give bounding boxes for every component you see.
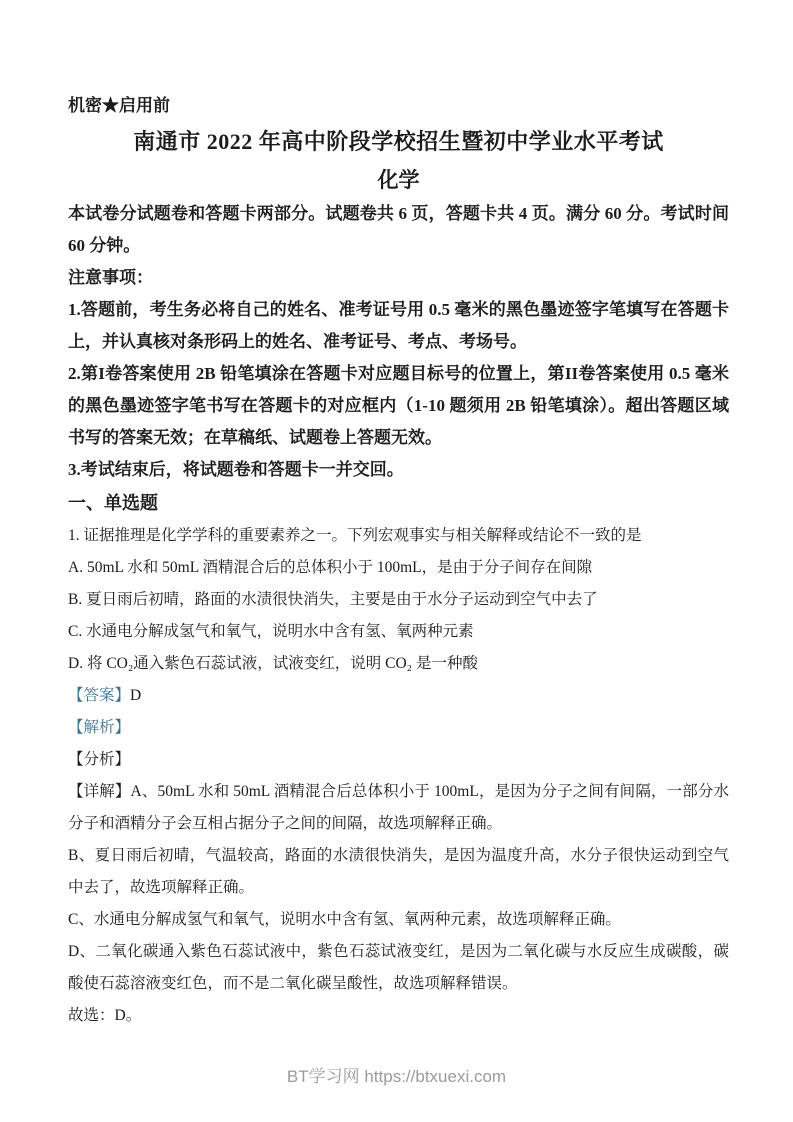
exam-title: 南通市 2022 年高中阶段学校招生暨初中学业水平考试	[133, 129, 664, 154]
breakdown-label: 【分析】	[68, 751, 131, 768]
detail-label: 【详解】	[68, 783, 131, 800]
exam-subject: 化学	[377, 168, 420, 192]
answer-value: D	[130, 687, 142, 704]
exam-summary: 本试卷分试题卷和答题卡两部分。试题卷共 6 页，答题卡共 4 页。满分 60 分。考试时间 60 分钟。	[68, 204, 729, 255]
detail-paragraph-a	[68, 776, 729, 840]
question-1-option-b: B. 夏日雨后初晴，路面的水渍很快消失，主要是由于水分子运动到空气中去了	[68, 591, 598, 608]
question-1-option-a: A. 50mL 水和 50mL 酒精混合后的总体积小于 100mL，是由于分子间存在间隙	[68, 559, 593, 576]
question-1-option-c: C. 水通电分解成氢气和氧气，说明水中含有氢、氧两种元素	[68, 623, 474, 640]
question-1-option-d: D. 将 CO₂通入紫色石蕊试液，试液变红，说明 CO₂ 是一种酸	[68, 655, 478, 672]
detail-paragraph-d: D、二氧化碳通入紫色石蕊试液中，紫色石蕊试液变红，是因为二氧化碳与水反应生成碳酸，碳酸使石蕊溶液变红色，而不是二氧化碳呈酸性，故选项解释错误。	[68, 943, 729, 992]
section-heading-single-choice: 一、单选题	[68, 493, 158, 513]
classification-banner: 机密★启用前	[68, 96, 170, 115]
answer-label: 【答案】	[68, 687, 131, 704]
notice-item-1: 1.答题前，考生务必将自己的姓名、准考证号用 0.5 毫米的黑色墨迹签字笔填写在答题卡上，并认真核对条形码上的姓名、准考证号、考点、考场号。	[68, 300, 729, 351]
question-1-stem: 1. 证据推理是化学学科的重要素养之一。下列宏观事实与相关解释或结论不一致的是	[68, 527, 642, 544]
analysis-label: 【解析】	[68, 719, 131, 736]
notice-item-2: 2.第I卷答案使用 2B 铅笔填涂在答题卡对应题目标号的位置上，第II卷答案使用 0.5 毫米的黑色墨迹签字笔书写在答题卡的对应框内（1-10 题须用 2B 铅笔填涂）。超出答题区域书写的答案无效；在草稿纸、试题卷上答题无效。	[68, 364, 729, 447]
notice-heading: 注意事项：	[68, 268, 153, 287]
detail-text-a: A、50mL 水和 50mL 酒精混合后总体积小于 100mL，是因为分子之间有间隔，一部分水分子和酒精分子会互相占据分子之间的间隔，故选项解释正确。	[68, 783, 729, 832]
notice-item-3: 3.考试结束后，将试题卷和答题卡一并交回。	[68, 460, 404, 479]
detail-paragraph-c: C、水通电分解成氢气和氧气，说明水中含有氢、氧两种元素，故选项解释正确。	[68, 911, 621, 928]
site-watermark: BT学习网 https://btxuexi.com	[286, 1067, 507, 1086]
detail-paragraph-b: B、夏日雨后初晴，气温较高，路面的水渍很快消失，是因为温度升高，水分子很快运动到空气中去了，故选项解释正确。	[68, 847, 729, 896]
answer-line	[68, 680, 729, 712]
conclusion-line: 故选：D。	[68, 1007, 142, 1024]
